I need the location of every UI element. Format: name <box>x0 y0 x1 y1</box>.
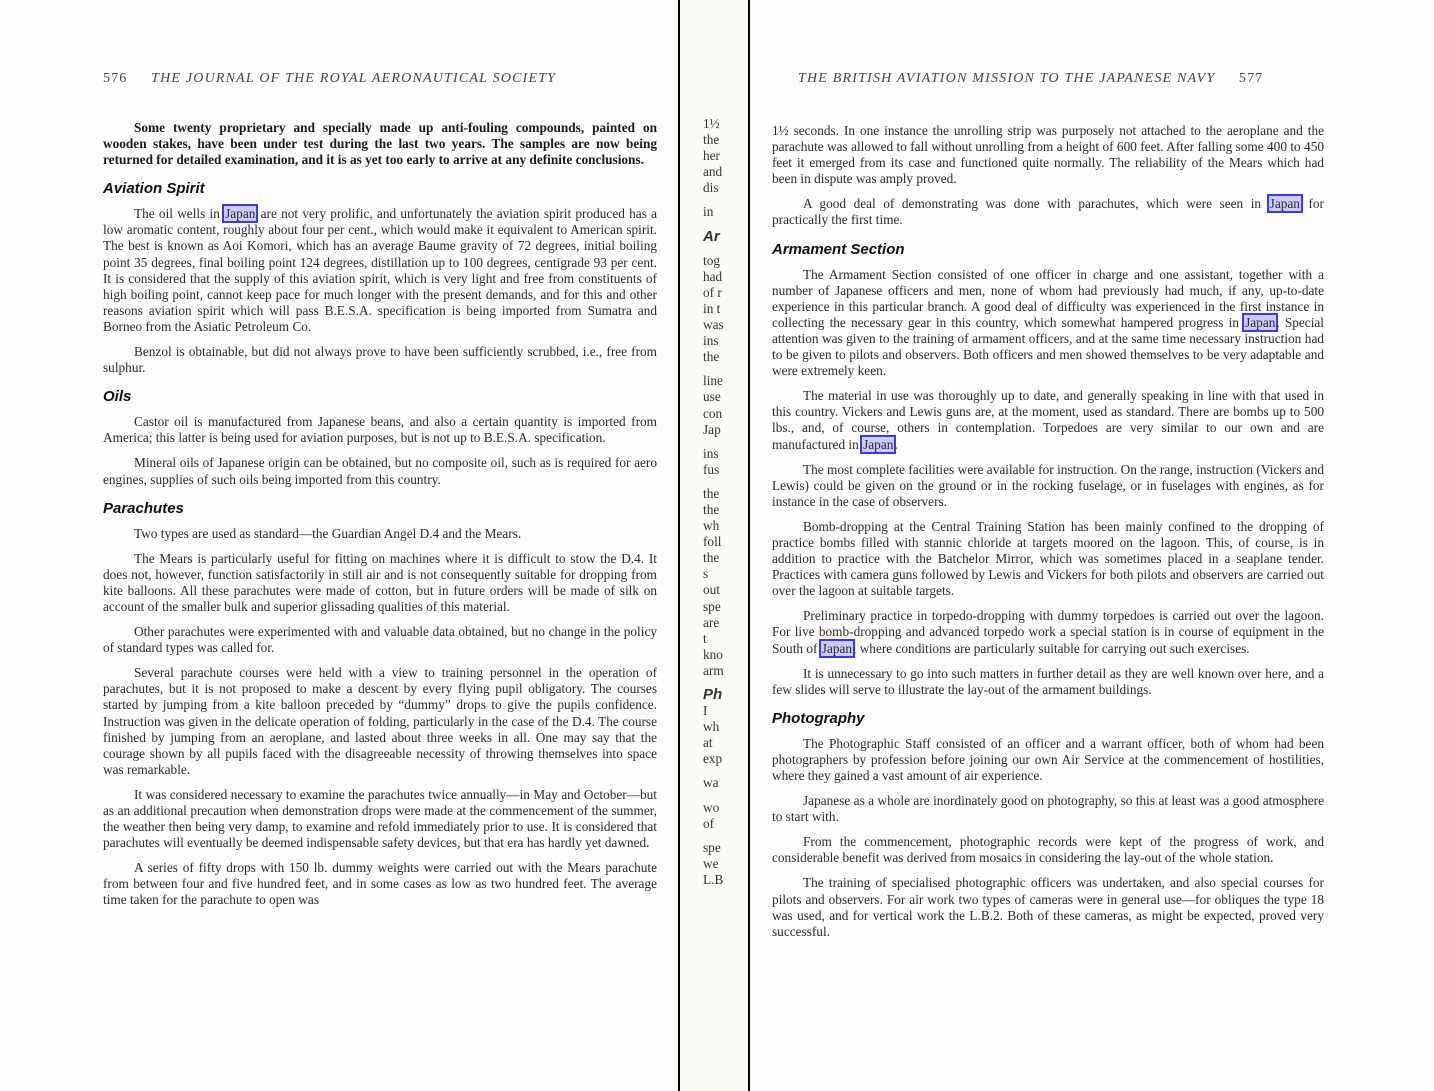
strip-fragment: at <box>703 735 713 751</box>
search-highlight: Japan <box>863 436 894 452</box>
strip-fragment: line <box>703 373 723 389</box>
strip-fragment <box>703 792 747 800</box>
page-number: 577 <box>1238 71 1264 86</box>
strip-fragment: use <box>703 389 721 405</box>
paragraph: The oil wells in Japan are not very prolific, and unfortunately the aviation spirit produced has a low aromatic content, roughly about four per cent., which would make it equivalent to American spirit. The best is known as Aoi Komori, which has an average Baume gravity of 72 degrees, initial boiling point 35 degrees, final boiling point 124 degrees, distillation up to 100 degrees, centigrade 93 per cent. It is considered that the supply of this aviation spirit, which is very light and free from constituents of high boiling point, cannot keep pace for much longer with the present demands, and for this and other reasons aviation spirit which will pass B.E.S.A. specification is being imported from Sumatra and Borneo from the Asiatic Petroleum Co. <box>103 206 657 334</box>
paragraph: 1½ seconds. In one instance the unrolling strip was purposely not attached to the aeroplane and the parachute was allowed to fall without unrolling from a height of 600 feet. After falling some 400 to 450 feet it emerged from its case and functioned quite normally. The reliability of the Mears which had been in dispute was amply proved. <box>772 123 1324 187</box>
strip-fragment <box>703 245 747 253</box>
right-page-body <box>772 123 1324 949</box>
strip-fragment: tog <box>703 252 720 268</box>
paragraph: Mineral oils of Japanese origin can be obtained, but no composite oil, such as is required for aero engines, supplies of such oils being imported from this country. <box>103 455 657 487</box>
strip-fragment: Ar <box>703 228 720 245</box>
strip-fragment: of r <box>703 284 722 300</box>
paragraph: Preliminary practice in torpedo-dropping with dummy torpedoes is carried out over the lagoon. For live bomb-dropping and advanced torpedo work a special station is in course of equipment in the South of Japan, where conditions are particularly suitable for carrying out such exercises. <box>772 608 1324 656</box>
strip-fragment: exp <box>703 751 723 767</box>
paragraph: Several parachute courses were held with a view to training personnel in the operation of parachutes, but it is not proposed to make a descent by every flying pupil obligatory. The courses started by jumping from a kite balloon preceded by “dummy” drops to give the pupils confidence. Instruction was given in the delicate operation of folding, particularly in the case of the D.4. The course finished by jumping from an aeroplane, and lasted about three weeks in all. One may say that the courage shown by all pupils faced with the disagreeable necessity of throwing themselves into space was remarkable. <box>103 665 657 777</box>
strip-fragment: had <box>703 268 723 284</box>
paragraph: Two types are used as standard—the Guardian Angel D.4 and the Mears. <box>134 525 522 541</box>
strip-fragment: spe <box>703 839 721 855</box>
strip-fragment: ins <box>703 333 719 349</box>
paragraph: Castor oil is manufactured from Japanese beans, and also a certain quantity is imported from America; this latter is being used for aviation purposes, but is not up to B.E.S.A. specification. <box>103 414 657 446</box>
strip-fragment: con <box>703 405 723 421</box>
strip-fragment: spe <box>703 598 721 614</box>
strip-fragment <box>703 221 747 229</box>
strip-fragment: wa <box>703 775 719 791</box>
strip-fragment <box>703 832 747 840</box>
strip-fragment: foll <box>703 534 722 550</box>
strip-fragment: Ph <box>703 687 723 703</box>
strip-fragment: ins <box>703 445 719 461</box>
strip-fragments <box>703 116 747 888</box>
strip-fragment <box>703 196 747 204</box>
right-page-header <box>798 71 1264 87</box>
search-highlight: Japan <box>1269 196 1300 212</box>
strip-fragment: the <box>703 349 720 365</box>
strip-fragment: arm <box>703 662 724 678</box>
search-highlight: Japan <box>821 640 853 656</box>
running-title: THE BRITISH AVIATION MISSION TO THE JAPANESE NAVY <box>798 71 1216 86</box>
strip-fragment: I <box>703 703 708 719</box>
paragraph: Some twenty proprietary and specially made up anti-fouling compounds, painted on wooden stakes, have been under test during the last two years. The samples are now being returned for detailed examination, and it is as yet too early to arrive at any definite conclusions. <box>103 120 657 168</box>
strip-fragment: 1½ <box>703 116 720 131</box>
strip-fragment: in <box>703 204 714 220</box>
strip-fragment: wo <box>703 799 720 815</box>
strip-fragment: wh <box>703 518 720 534</box>
section-heading: Oils <box>103 388 132 406</box>
paragraph: It is unnecessary to go into such matters in further detail as they are well known over here, and a few slides will serve to illustrate the lay-out of the armament buildings. <box>772 665 1324 697</box>
left-page-header <box>103 71 556 87</box>
section-heading: Armament Section <box>772 240 905 258</box>
paragraph: The training of specialised photographic officers was undertaken, and also special courses for pilots and observers. For air work two types of cameras were in general use—for obliques the type 18 was used, and for vertical work the L.B.2. Both of these cameras, as might be expected, proved very successful. <box>772 875 1324 939</box>
running-title: THE JOURNAL OF THE ROYAL AERONAUTICAL SOCIETY <box>151 71 557 86</box>
strip-fragment: dis <box>703 180 719 196</box>
paragraph: Other parachutes were experimented with and valuable data obtained, but no change in the policy of standard types was called for. <box>103 624 657 656</box>
paragraph: The most complete facilities were available for instruction. On the range, instruction (Vickers and Lewis) could be given on the ground or in the rocking fuselage, or in fuselages with engines, as for instance in the case of observers. <box>772 461 1324 509</box>
strip-fragment: of <box>703 815 715 831</box>
paragraph: From the commencement, photographic records were kept of the progress of work, and considerable benefit was derived from mosaics in considering the lay-out of the whole station. <box>772 834 1324 866</box>
strip-fragment: are <box>703 614 720 630</box>
strip-fragment: in t <box>703 300 721 316</box>
page-number: 576 <box>103 71 128 86</box>
paragraph: It was considered necessary to examine the parachutes twice annually—in May and October—but as an additional precaution when demonstration drops were made at the commencement of the summer, the weather then being very damp, to examine and refold immediately prior to use. It is considered that parachutes will eventually be deemed indispensable safety devices, but that era has hardly yet dawned. <box>103 786 657 851</box>
strip-fragment: L.B <box>703 871 724 887</box>
adjacent-page-strip <box>680 0 748 1091</box>
strip-fragment: the <box>703 132 720 148</box>
strip-fragment: out <box>703 582 720 598</box>
strip-fragment: wh <box>703 719 720 735</box>
paragraph: A good deal of demonstrating was done with parachutes, which were seen in Japan for practically the first time. <box>772 196 1324 228</box>
strip-fragment: fus <box>703 461 720 477</box>
paragraph: Bomb-dropping at the Central Training Station has been mainly confined to the dropping of practice bombs filled with stannic chloride at targets moored on the lagoon. This, of course, is in addition to practice with the Batchelor Mirror, which was sometimes placed in a seaplane tender. Practices with camera guns followed by Lewis and Vickers for both pilots and observers are carried out over the lagoon at suitable targets. <box>772 518 1324 599</box>
strip-fragment: the <box>703 485 720 501</box>
strip-fragment: and <box>703 164 723 180</box>
paragraph: The Photographic Staff consisted of an officer and a warrant officer, both of whom had been photographers by profession before joining our own Air Service at the commencement of hostilities, where they gained a vast amount of air experience. <box>772 735 1324 783</box>
search-highlight: Japan <box>1245 314 1276 330</box>
section-heading: Photography <box>772 709 865 727</box>
paragraph: Benzol is obtainable, but did not always prove to have been sufficiently scrubbed, i.e., free from sulphur. <box>103 344 657 376</box>
left-page <box>0 0 678 1091</box>
strip-fragment <box>703 679 747 687</box>
strip-fragment: t <box>703 630 707 646</box>
section-heading: Parachutes <box>103 499 184 517</box>
paragraph: The Armament Section consisted of one officer in charge and one assistant, together with a number of Japanese officers and men, none of whom had previously had much, if any, up-to-date experience in this particular branch. A good deal of difficulty was experienced in the first instance in collecting the necessary gear in this country, which somewhat hampered progress in Japan. Special attention was given to the training of armament officers, and at the same time necessary instruction had to be given to pilots and observers. Both officers and men showed themselves to be very adaptable and were extremely keen. <box>772 266 1325 379</box>
search-highlight: Japan <box>225 206 256 222</box>
paragraph: The material in use was thoroughly up to date, and generally speaking in line with that used in this country. Vickers and Lewis guns are, at the moment, used as standard. There are bombs up to 500 lbs., and, of course, others in contemplation. Torpedoes are very similar to our own and are manufactured in Japan. <box>772 388 1324 452</box>
strip-fragment: her <box>703 148 720 164</box>
strip-fragment <box>703 767 747 775</box>
right-page <box>750 0 1434 1091</box>
strip-fragment: we <box>703 855 719 871</box>
strip-fragment <box>703 438 747 446</box>
paragraph: Japanese as a whole are inordinately good on photography, so this at least was a good atmosphere to start with. <box>772 793 1324 825</box>
paragraph: A series of fifty drops with 150 lb. dummy weights were carried out with the Mears parachute from between four and five hundred feet, and in some cases as low as two hundred feet. The average time taken for the parachute to open was <box>103 860 657 908</box>
strip-fragment: kno <box>703 646 723 662</box>
strip-fragment: the <box>703 501 720 517</box>
strip-fragment <box>703 365 747 373</box>
strip-fragment: was <box>703 317 724 333</box>
strip-fragment: s <box>703 566 709 582</box>
section-heading: Aviation Spirit <box>103 180 205 198</box>
strip-fragment: the <box>703 550 720 566</box>
strip-fragment <box>703 478 747 486</box>
paragraph: The Mears is particularly useful for fitting on machines where it is difficult to stow the D.4. It does not, however, function satisfactorily in still air and is not consequently suitable for dropping from kite balloons. All these parachutes were made of cotton, but in future orders will be made of silk on account of the smaller bulk and superior glissading qualities of this material. <box>103 550 657 614</box>
strip-fragment: Jap <box>703 421 721 437</box>
left-page-body <box>103 120 657 918</box>
